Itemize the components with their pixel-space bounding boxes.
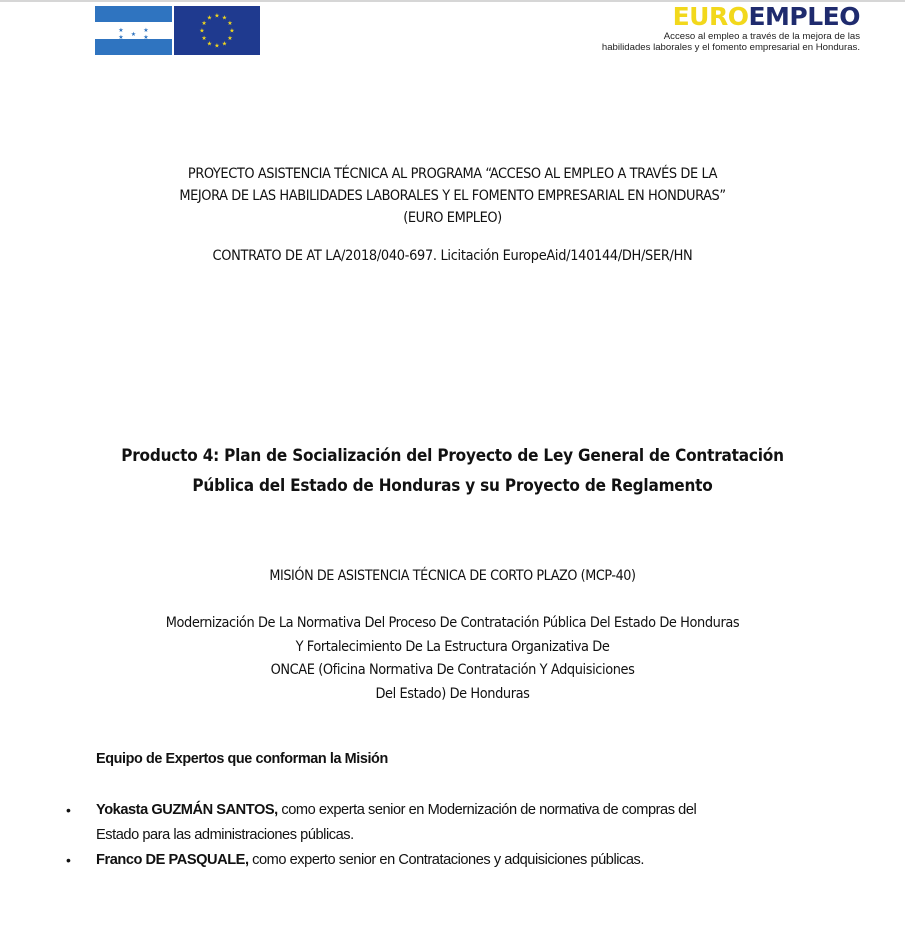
subject-line: Del Estado) De Honduras: [375, 685, 530, 702]
expert-role-cont: Estado para las administraciones públicas.: [96, 827, 354, 843]
mission-subject: [0, 612, 905, 706]
eu-star-icon: ★: [199, 27, 205, 35]
expert-name: Franco DE PASQUALE,: [96, 852, 249, 868]
list-item: [66, 798, 826, 848]
svg-text:★: ★: [130, 31, 137, 38]
svg-text:★: ★: [143, 34, 149, 41]
product-title-line: Pública del Estado de Honduras y su Proyecto de Reglamento: [192, 476, 713, 496]
eu-flag-icon: [174, 6, 260, 55]
logo-tagline-line2: habilidades laborales y el fomento empresarial en Honduras.: [601, 42, 860, 53]
subject-line: Y Fortalecimiento De La Estructura Organizativa De: [295, 638, 610, 655]
contract-reference: CONTRATO DE AT LA/2018/040-697. Licitación EuropeAid/140144/DH/SER/HN: [212, 248, 693, 264]
svg-text:★: ★: [118, 34, 124, 41]
subject-line: ONCAE (Oficina Normativa De Contratación Y Adquisiciones: [270, 662, 635, 678]
svg-text:★: ★: [143, 27, 149, 34]
eu-star-icon: ★: [206, 40, 213, 48]
logo-empleo: EMPLEO: [748, 2, 860, 31]
eu-star-icon: ★: [214, 42, 220, 50]
eu-star-icon: ★: [221, 14, 228, 22]
mission-title: MISIÓN DE ASISTENCIA TÉCNICA DE CORTO PLAZO (MCP-40): [269, 568, 636, 584]
logo-tagline-line1: Acceso al empleo a través de la mejora de las: [663, 31, 860, 42]
project-title-line: MEJORA DE LAS HABILIDADES LABORALES Y EL FOMENTO EMPRESARIAL EN HONDURAS”: [179, 188, 726, 204]
eu-star-icon: ★: [221, 40, 228, 48]
logo-wordmark: [602, 3, 860, 31]
expert-name: Yokasta GUZMÁN SANTOS,: [96, 802, 278, 818]
eu-star-icon: ★: [227, 35, 233, 42]
list-item: [66, 848, 826, 873]
project-title-line: PROYECTO ASISTENCIA TÉCNICA AL PROGRAMA “ACCESO AL EMPLEO A TRAVÉS DE LA: [187, 166, 718, 182]
eu-star-icon: ★: [201, 20, 207, 27]
product-title-line: Producto 4: Plan de Socialización del Proyecto de Ley General de Contratación: [121, 446, 784, 466]
bullet-icon: •: [66, 852, 71, 868]
product-title: [0, 441, 905, 501]
honduras-flag-icon: [95, 6, 172, 55]
logo-euro: EURO: [672, 2, 749, 31]
subject-line: Modernización De La Normativa Del Proceso De Contratación Pública Del Estado De Honduras: [165, 615, 740, 631]
eu-star-icon: ★: [201, 35, 207, 42]
expert-role: como experta senior en Modernización de normativa de compras del: [277, 802, 697, 818]
expert-role: como experto senior en Contrataciones y adquisiciones públicas.: [248, 852, 645, 868]
eu-star-icon: ★: [229, 27, 235, 35]
euroempleo-logo: [602, 3, 860, 53]
project-title-line: (EURO EMPLEO): [403, 210, 502, 226]
eu-star-icon: ★: [214, 12, 220, 20]
project-title: [0, 163, 905, 229]
team-heading: Equipo de Expertos que conforman la Misión: [96, 751, 388, 767]
svg-text:★: ★: [118, 27, 124, 34]
experts-list: [66, 798, 826, 873]
eu-star-icon: ★: [206, 14, 213, 22]
eu-star-icon: ★: [227, 20, 233, 27]
bullet-icon: •: [66, 802, 71, 818]
